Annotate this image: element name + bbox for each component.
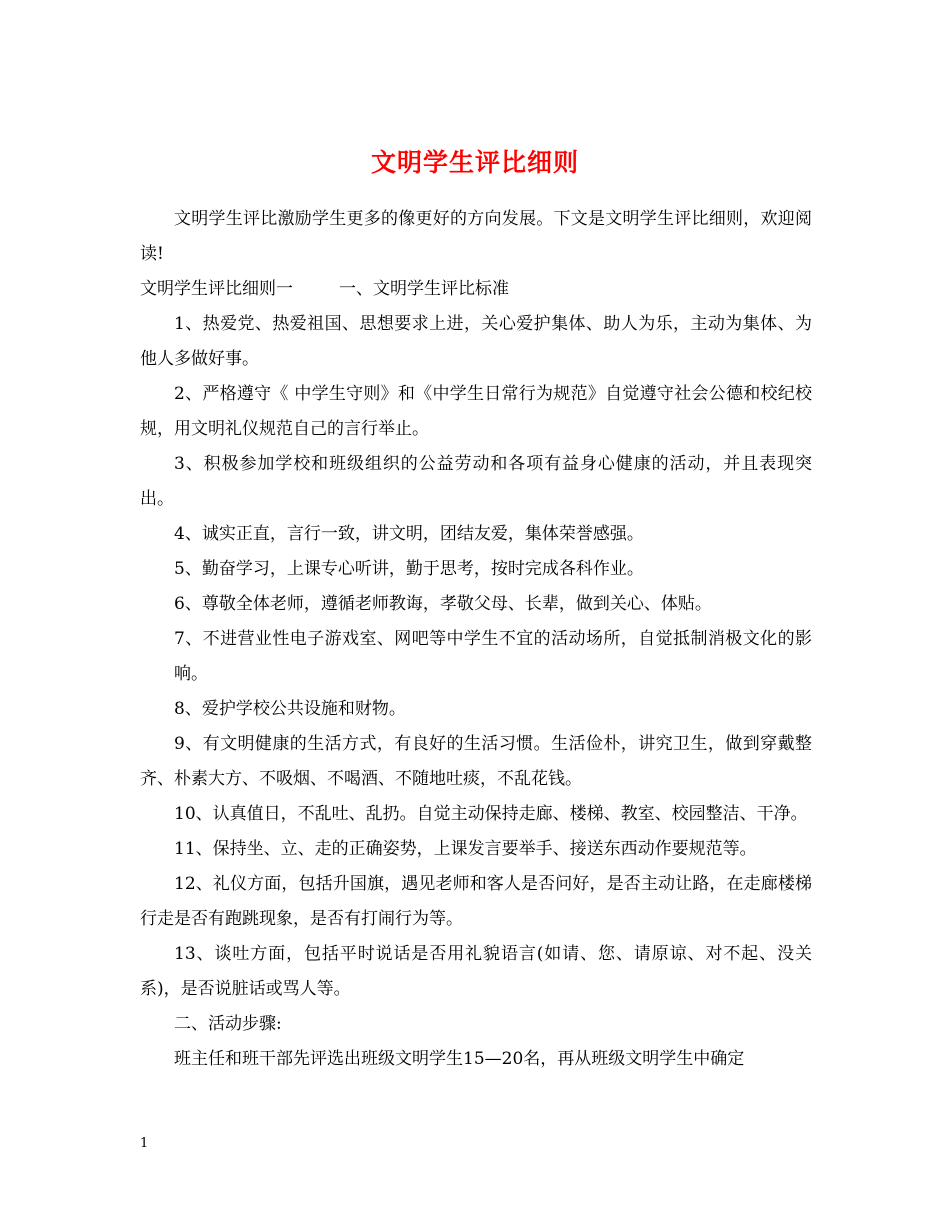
document-body (140, 202, 812, 1077)
list-item: 9、有文明健康的生活方式，有良好的生活习惯。生活俭朴，讲究卫生，做到穿戴整齐、朴素大方、不吸烟、不喝酒、不随地吐痰，不乱花钱。 (140, 734, 812, 789)
intro-paragraph: 文明学生评比激励学生更多的像更好的方向发展。下文是文明学生评比细则，欢迎阅读! (140, 209, 812, 264)
section1-heading: 一、文明学生评比标准 (339, 279, 509, 299)
list-item: 10、认真值日，不乱吐、乱扔。自觉主动保持走廊、楼梯、教室、校园整洁、干净。 (174, 804, 808, 824)
list-item: 6、尊敬全体老师，遵循老师教诲，孝敬父母、长辈，做到关心、体贴。 (174, 594, 712, 614)
list-item: 4、诚实正直，言行一致，讲文明，团结友爱，集体荣誉感强。 (174, 524, 644, 544)
list-item: 1、热爱党、热爱祖国、思想要求上进，关心爱护集体、助人为乐，主动为集体、为他人多做好事。 (140, 314, 812, 369)
list-item: 13、谈吐方面，包括平时说话是否用礼貌语言(如请、您、请原谅、对不起、没关系)，是否说脏话或骂人等。 (140, 944, 812, 999)
list-item: 7、不进营业性电子游戏室、网吧等中学生不宜的活动场所，自觉抵制消极文化的影响。 (174, 629, 812, 684)
page-number: 1 (140, 1136, 149, 1151)
part-label: 文明学生评比细则一 (140, 279, 293, 299)
list-item: 5、勤奋学习，上课专心听讲，勤于思考，按时完成各科作业。 (174, 559, 644, 579)
list-item: 3、积极参加学校和班级组织的公益劳动和各项有益身心健康的活动，并且表现突出。 (140, 454, 812, 509)
list-item: 11、保持坐、立、走的正确姿势，上课发言要举手、接送东西动作要规范等。 (174, 839, 757, 859)
section2-paragraph: 班主任和班干部先评选出班级文明学生15—20名，再从班级文明学生中确定 (174, 1049, 745, 1069)
section2-heading: 二、活动步骤: (174, 1014, 282, 1034)
part-heading-line (140, 272, 812, 307)
list-item: 12、礼仪方面，包括升国旗，遇见老师和客人是否问好，是否主动让路，在走廊楼梯行走是否有跑跳现象，是否有打闹行为等。 (140, 874, 812, 929)
list-item: 8、爱护学校公共设施和财物。 (174, 699, 406, 719)
document-title: 文明学生评比细则 (370, 147, 579, 177)
list-item: 2、严格遵守《 中学生守则》和《中学生日常行为规范》自觉遵守社会公德和校纪校规，用文明礼仪规范自己的言行举止。 (140, 384, 812, 439)
